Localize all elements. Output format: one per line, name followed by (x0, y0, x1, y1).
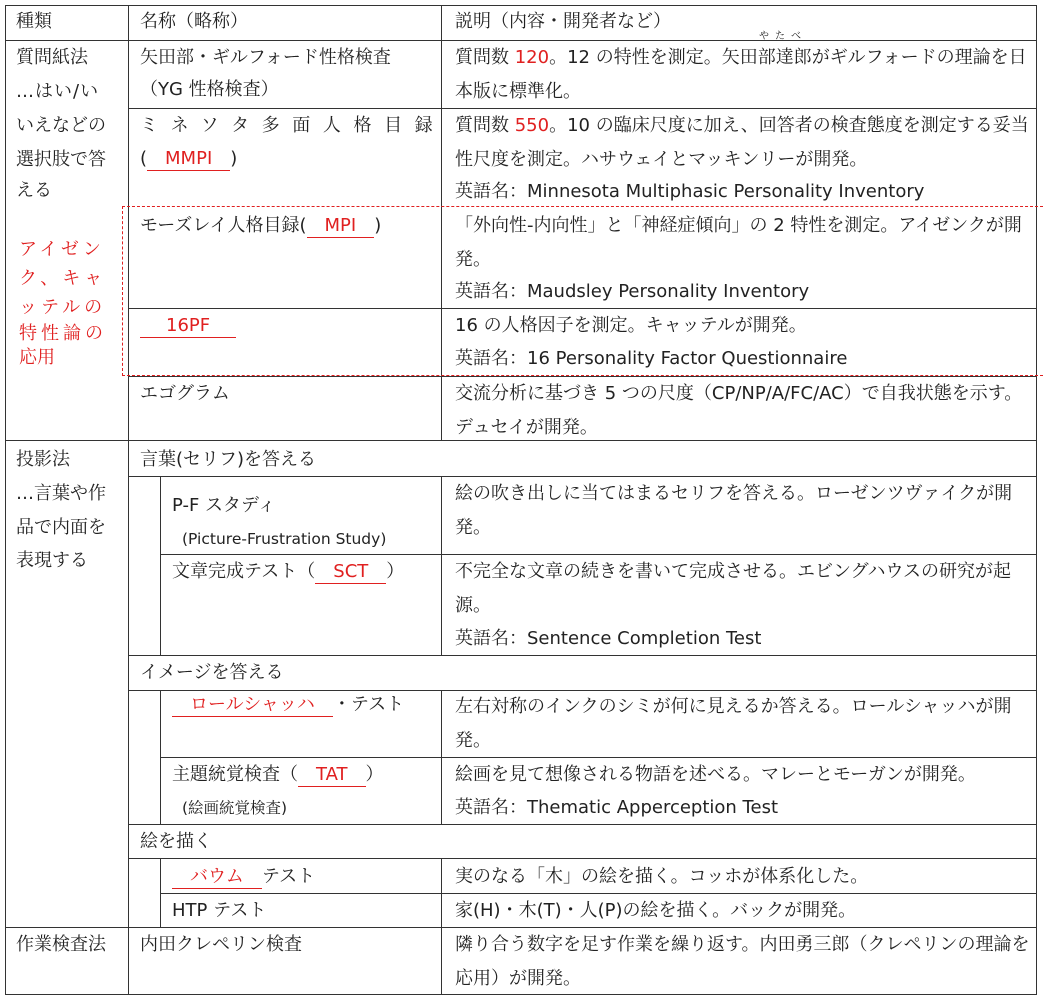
pf16-name (140, 309, 236, 343)
tat-abbr-blank: TAT (298, 764, 366, 787)
kraepelin-description: 隣り合う数字を足す作業を繰り返す。内田勇三郎（クレペリンの理論を応用）が開発。 (455, 934, 1030, 989)
image-subheader: イメージを答える (140, 662, 284, 683)
mpi-english-name: 英語名：Maudsley Personality Inventory (455, 281, 810, 302)
header-name: 名称（略称） (140, 11, 248, 32)
rorschach-name (172, 688, 404, 722)
rorschach-name-post: ・テスト (332, 694, 405, 715)
kind-questionnaire-line: いえなどの (16, 115, 106, 136)
words-subheader: 言葉(セリフ)を答える (140, 449, 317, 470)
tat-name-line1 (172, 758, 384, 792)
mmpi-description (455, 109, 1030, 177)
rorschach-abbr-blank: ロールシャッハ (172, 694, 333, 717)
kind-questionnaire-line: える (16, 180, 52, 201)
pf-study-description: 絵の吹き出しに当てはまるセリフを答える。ローゼンツヴァイクが開発。 (455, 483, 1013, 538)
mpi-name-pre: モーズレイ人格目録( (140, 215, 307, 236)
mmpi-name-line1: ミネソタ多面人格目録 (140, 115, 446, 136)
egogram-description: 交流分析に基づき 5 つの尺度（CP/NP/A/FC/AC）で自我状態を示す。デュセイが開発。 (455, 383, 1023, 438)
pf-study-name-line2: (Picture-Frustration Study) (182, 530, 387, 548)
kind-questionnaire-line: 質問紙法 (16, 47, 88, 68)
yg-question-count: 120 (514, 47, 550, 68)
mmpi-abbr-blank: MMPI (147, 148, 230, 171)
kind-work: 作業検査法 (16, 934, 106, 955)
paren-close: ) (230, 148, 238, 169)
mmpi-question-count: 550 (514, 115, 550, 136)
egogram-name: エゴグラム (140, 383, 230, 404)
pf16-abbr-blank: 16PF (140, 315, 236, 338)
table-column-divider (160, 690, 161, 824)
header-kind: 種類 (16, 11, 52, 32)
table-border-left (5, 5, 6, 995)
mmpi-desc-pre: 質問数 (455, 115, 515, 136)
trait-theory-note-line: 特性論の (19, 323, 107, 344)
kind-projective-line: …言葉や作 (16, 483, 106, 504)
pf16-description: 16 の人格因子を測定。キャッテルが開発。 (455, 315, 807, 336)
baum-description: 実のなる「木」の絵を描く。コッホが体系化した。 (455, 866, 869, 887)
table-divider (128, 858, 1037, 859)
table-column-divider (441, 476, 442, 655)
yg-desc-post: 。12 の特性を測定。矢田部達郎がギルフォードの理論を日本版に標準化。 (455, 47, 1027, 102)
header-desc: 説明（内容・開発者など） (455, 11, 671, 32)
yg-description (455, 41, 1030, 109)
sct-description: 不完全な文章の続きを書いて完成させる。エビングハウスの研究が起源。 (455, 561, 1012, 616)
baum-name-post: テスト (261, 866, 316, 887)
kind-projective-line: 投影法 (16, 449, 70, 470)
trait-theory-note-line: アイゼン (19, 239, 105, 260)
tat-description: 絵画を見て想像される物語を述べる。マレーとモーガンが開発。 (455, 764, 976, 785)
kind-questionnaire-line: 選択肢で答 (16, 149, 106, 170)
tat-name-post: ） (365, 764, 384, 785)
yatabe-ruby: やたべ (759, 31, 807, 42)
table-column-divider (128, 5, 129, 995)
mmpi-name-line2 (140, 142, 237, 176)
sct-name (172, 555, 404, 589)
tat-english-name: 英語名：Thematic Apperception Test (455, 797, 779, 818)
table-column-divider (160, 476, 161, 655)
sct-abbr-blank: SCT (315, 561, 386, 584)
table-column-divider (160, 858, 161, 927)
mpi-description: 「外向性-内向性」と「神経症傾向」の 2 特性を測定。アイゼンクが開発。 (455, 215, 1022, 270)
htp-description: 家(H)・木(T)・人(P)の絵を描く。バックが開発。 (455, 900, 857, 921)
mpi-name-post: ) (374, 215, 382, 236)
mpi-abbr-blank: MPI (307, 215, 375, 238)
baum-name (172, 860, 315, 894)
kraepelin-name: 内田クレペリン検査 (140, 934, 302, 955)
kind-projective-line: 表現する (16, 550, 88, 571)
kind-questionnaire-line: …はい/い (16, 81, 100, 102)
mpi-name (140, 209, 381, 243)
trait-theory-note-line: 応用 (19, 347, 55, 368)
mmpi-desc-post: 。10 の臨床尺度に加え、回答者の検査態度を測定する妥当性尺度を測定。ハサウェイとマッキンリーが開発。 (455, 115, 1029, 170)
htp-name: HTP テスト (172, 900, 267, 921)
pf16-english-name: 英語名：16 Personality Factor Questionnaire (455, 348, 848, 369)
baum-abbr-blank: バウム (172, 866, 262, 889)
trait-theory-note-line: ッテルの (19, 297, 107, 318)
table-border-right (1036, 5, 1037, 995)
paren-open: ( (140, 148, 148, 169)
rorschach-description: 左右対称のインクのシミが何に見えるか答える。ロールシャッハが開発。 (455, 696, 1012, 751)
tat-name-pre: 主題統覚検査（ (172, 764, 298, 785)
pf-study-name-line1: P-F スタディ (172, 495, 276, 516)
tat-name-line2: (絵画統覚検査) (182, 799, 288, 817)
yg-name-line1: 矢田部・ギルフォード性格検査 (140, 47, 391, 68)
kind-projective-line: 品で内面を (16, 517, 106, 538)
mmpi-english-name: 英語名：Minnesota Multiphasic Personality Inventory (455, 181, 925, 202)
draw-subheader: 絵を描く (140, 831, 212, 852)
sct-name-pre: 文章完成テスト（ (172, 561, 316, 582)
table-column-divider (441, 858, 442, 994)
yg-name-line2: （YG 性格検査） (140, 79, 279, 100)
sct-english-name: 英語名：Sentence Completion Test (455, 628, 762, 649)
yg-desc-pre: 質問数 (455, 47, 515, 68)
table-column-divider (441, 690, 442, 824)
trait-theory-note-line: ク、キャ (19, 268, 107, 289)
sct-name-post: ） (386, 561, 405, 582)
